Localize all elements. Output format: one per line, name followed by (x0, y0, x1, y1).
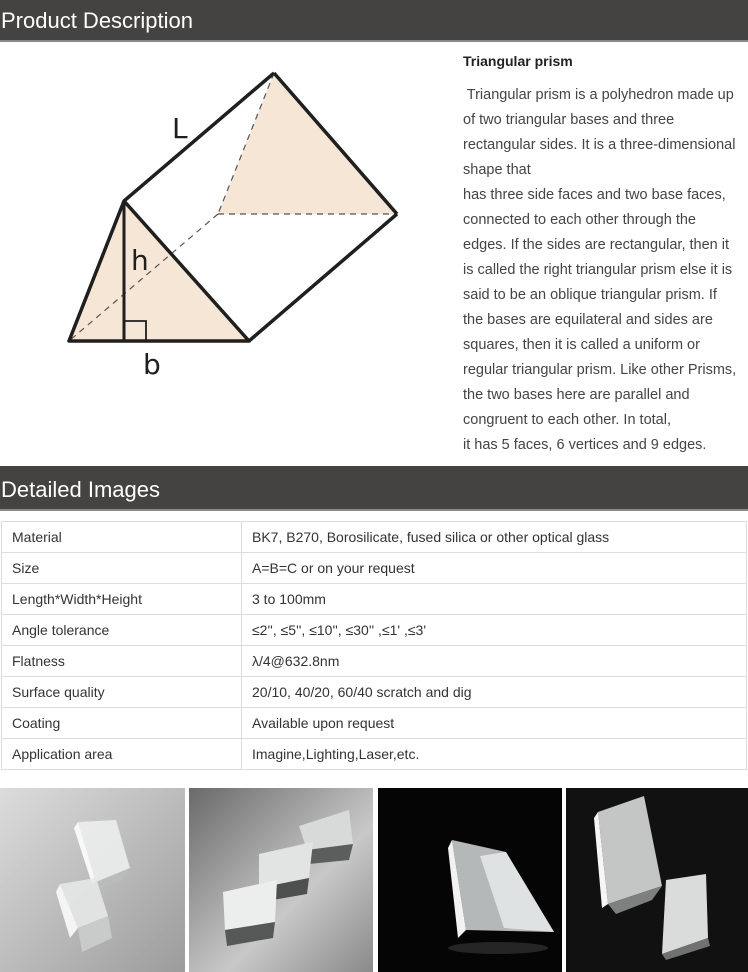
description-line: shape that (463, 162, 531, 178)
spec-key: Application area (2, 739, 242, 770)
table-row (2, 584, 747, 615)
description-heading: Triangular prism (463, 53, 573, 69)
spec-value: λ/4@632.8nm (242, 646, 747, 677)
spec-value: ≤2'', ≤5'', ≤10'', ≤30'' ,≤1' ,≤3' (242, 615, 747, 646)
label-length: L (172, 112, 188, 145)
spec-value: Imagine,Lighting,Laser,etc. (242, 739, 747, 770)
description-line: squares, then it is called a uniform or (463, 337, 700, 353)
table-row (2, 522, 747, 553)
label-height: h (131, 244, 149, 277)
description-line: the bases are equilateral and sides are (463, 312, 713, 328)
spec-key: Angle tolerance (2, 615, 242, 646)
table-row (2, 708, 747, 739)
description-line: the two bases here are parallel and (463, 387, 690, 403)
prism-back-face (218, 73, 397, 214)
detailed-images-header (0, 466, 748, 511)
spec-key: Surface quality (2, 677, 242, 708)
description-line: it has 5 faces, 6 vertices and 9 edges. (463, 437, 707, 453)
spec-table (1, 521, 747, 770)
table-row (2, 553, 747, 584)
product-photo-3[interactable] (378, 788, 562, 972)
table-row (2, 615, 747, 646)
description-body (463, 83, 747, 458)
table-row (2, 739, 747, 770)
spec-key: Coating (2, 708, 242, 739)
spec-value: 3 to 100mm (242, 584, 747, 615)
spec-key: Material (2, 522, 242, 553)
product-photo-2[interactable] (189, 788, 373, 972)
label-base: b (143, 348, 161, 381)
description-line: is called the right triangular prism else it is (463, 262, 733, 278)
description-line: has three side faces and two base faces, (463, 187, 726, 203)
description-line: Triangular prism is a polyhedron made up (463, 87, 734, 103)
description-line: said to be an oblique triangular prism. If (463, 287, 717, 303)
product-description-header (0, 0, 748, 42)
product-photo-1[interactable] (0, 788, 185, 972)
prism-diagram (0, 44, 460, 464)
description-line: congruent to each other. In total, (463, 412, 671, 428)
description-line: rectangular sides. It is a three-dimensional (463, 137, 736, 153)
spec-key: Length*Width*Height (2, 584, 242, 615)
detailed-images-title: Detailed Images (1, 477, 160, 502)
spec-value: Available upon request (242, 708, 747, 739)
spec-key: Flatness (2, 646, 242, 677)
description-line: connected to each other through the (463, 212, 696, 228)
spec-value: 20/10, 40/20, 60/40 scratch and dig (242, 677, 747, 708)
product-photo-4[interactable] (566, 788, 748, 972)
spec-value: A=B=C or on your request (242, 553, 747, 584)
spec-key: Size (2, 553, 242, 584)
table-row (2, 677, 747, 708)
description-line: regular triangular prism. Like other Prisms, (463, 362, 737, 378)
description-line: edges. If the sides are rectangular, then it (463, 237, 729, 253)
product-description-title: Product Description (1, 8, 193, 33)
table-row (2, 646, 747, 677)
description-line: of two triangular bases and three (463, 112, 675, 128)
spec-value: BK7, B270, Borosilicate, fused silica or other optical glass (242, 522, 747, 553)
